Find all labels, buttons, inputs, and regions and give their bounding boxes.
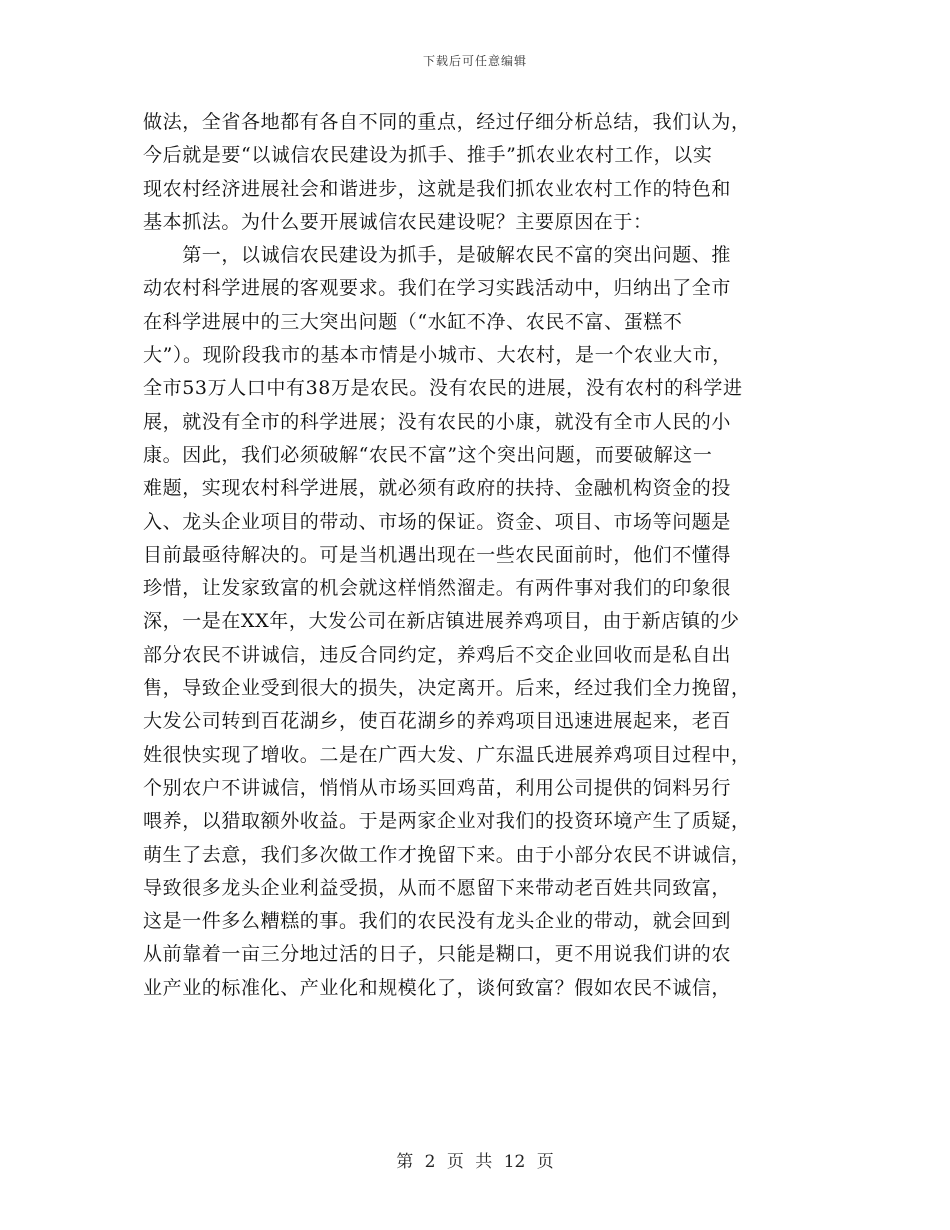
text-line: 难题，实现农村科学进展，就必须有政府的扶持、金融机构资金的投 (143, 477, 732, 500)
text-line: 大发公司转到百花湖乡，使百花湖乡的养鸡项目迅速进展起来，老百 (143, 710, 732, 733)
text-line: 萌生了去意，我们多次做工作才挽留下来。由于小部分农民不讲诚信， (143, 843, 751, 866)
text-line: 部分农民不讲诚信，违反合同约定，养鸡后不交企业回收而是私自出 (143, 643, 732, 666)
document-body (143, 106, 811, 1005)
text-line: 姓很快实现了增收。二是在广西大发、广东温氏进展养鸡项目过程中， (143, 743, 751, 766)
text-line: 从前靠着一亩三分地过活的日子，只能是糊口，更不用说我们讲的农 (143, 943, 732, 966)
text-line: 深，一是在XX年，大发公司在新店镇进展养鸡项目，由于新店镇的少 (143, 610, 740, 633)
text-line: 第一，以诚信农民建设为抓手，是破解农民不富的突出问题、推 (143, 244, 732, 267)
text-line: 售，导致企业受到很大的损失，决定离开。后来，经过我们全力挽留， (143, 677, 751, 700)
page-header: 下载后可任意编辑 (422, 54, 527, 68)
text-line: 目前最亟待解决的。可是当机遇出现在一些农民面前时，他们不懂得 (143, 543, 732, 566)
text-line: 动农村科学进展的客观要求。我们在学习实践活动中，归纳出了全市 (143, 277, 732, 300)
text-line: 现农村经济进展社会和谐进步，这就是我们抓农业农村工作的特色和 (143, 177, 732, 200)
text-line: 珍惜，让发家致富的机会就这样悄然溜走。有两件事对我们的印象很 (143, 577, 732, 600)
text-line: 在科学进展中的三大突出问题（“水缸不净、农民不富、蛋糕不 (143, 310, 683, 333)
text-line: 业产业的标准化、产业化和规模化了，谈何致富？假如农民不诚信， (143, 976, 732, 999)
text-line: 入、龙头企业项目的带动、市场的保证。资金、项目、市场等问题是 (143, 510, 732, 533)
text-line: 今后就是要“以诚信农民建设为抓手、推手”抓农业农村工作，以实 (143, 144, 713, 167)
text-line: 做法，全省各地都有各自不同的重点，经过仔细分析总结，我们认为， (143, 111, 751, 133)
text-line: 康。因此，我们必须破解“农民不富”这个突出问题，而要破解这一 (143, 443, 713, 466)
text-line: 展，就没有全市的科学进展；没有农民的小康，就没有全市人民的小 (143, 410, 732, 433)
text-line: 个别农户不讲诚信，悄悄从市场买回鸡苗，利用公司提供的饲料另行 (143, 776, 732, 799)
text-line: 导致很多龙头企业利益受损，从而不愿留下来带动老百姓共同致富， (143, 876, 732, 899)
text-line: 这是一件多么糟糕的事。我们的农民没有龙头企业的带动，就会回到 (143, 910, 732, 933)
text-line: 全市53万人口中有38万是农民。没有农民的进展，没有农村的科学进 (143, 377, 743, 400)
text-line: 喂养，以猎取额外收益。于是两家企业对我们的投资环境产生了质疑， (143, 810, 751, 833)
page-footer: 第 2 页 共 12 页 (396, 1152, 554, 1172)
text-line: 大”）。现阶段我市的基本市情是小城市、大农村，是一个农业大市， (143, 344, 732, 367)
text-line: 基本抓法。为什么要开展诚信农民建设呢？主要原因在于： (143, 210, 653, 233)
